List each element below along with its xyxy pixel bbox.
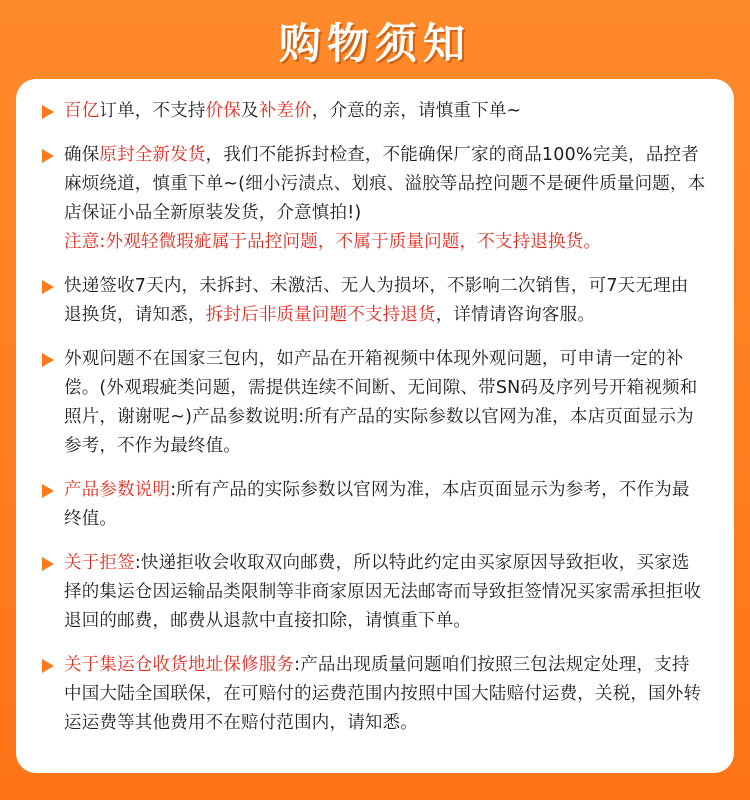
triangle-bullet-icon — [42, 484, 54, 498]
header — [0, 0, 750, 82]
triangle-bullet-icon — [42, 353, 54, 367]
triangle-bullet-icon — [42, 557, 54, 571]
body-text: 及 — [241, 101, 259, 121]
notice-item-refuse-delivery — [42, 549, 706, 636]
body-text: ，介意的亲，请慎重下单~ — [311, 101, 522, 121]
body-text: 外观问题不在国家三包内，如产品在开箱视频中体现外观问题，可申请一定的补偿。(外观瑕疵类问题，需提供连续不间断、无间隙、带SN码及序列号开箱视频和照片，谢谢呢~)产品参数说明:所有产品的实际参数以官网为准，本店页面显示为参考，不作为最终值。 — [64, 349, 698, 456]
highlight-text: 关于 — [64, 553, 100, 573]
body-text: 快递签收7天内，未拆封、未激活、无人为损坏，不影响二次销售，可7天无理由退换货，请知悉， — [64, 276, 689, 325]
body-text: ，详情请咨询客服。 — [435, 305, 596, 325]
highlight-text: 产品参数说明 — [64, 480, 171, 500]
body-text: ，我们不能拆封检查，不能确保厂家的商品100%完美，品控者麻烦绕道，慎重下单~(细小污渍点、划痕、溢胶等品控问题不是硬件质量问题，本店保证小品全新原装发货，介意慎拍!) — [64, 145, 706, 223]
page-title: 购物须知 — [278, 19, 471, 68]
notice-item-consolidation-warranty — [42, 651, 706, 738]
triangle-bullet-icon — [42, 149, 54, 163]
highlight-text: 注意:外观轻微瑕疵属于品控问题，不属于质量问题，不支持退换货。 — [64, 232, 602, 252]
body-text: :产品出现质量问题咱们按照三包法规定处理，支持中国大陆全国联保，在可赔付的运费范围内按照中国大陆赔付运费，关税，国外转运运费等其他费用不在赔付范围内，请知悉。 — [64, 655, 702, 733]
notice-item-billion-order — [42, 97, 706, 126]
notice-card — [16, 79, 734, 773]
highlight-text: 拒签 — [99, 553, 135, 573]
highlight-text: 百亿 — [64, 101, 100, 121]
highlight-text: 拆封后非质量问题不支持退货 — [205, 305, 436, 325]
notice-item-product-params — [42, 476, 706, 534]
highlight-text: 补差价 — [258, 101, 312, 121]
body-text: :所有产品的实际参数以官网为准，本店页面显示为参考，不作为最终值。 — [64, 480, 690, 529]
notice-list — [42, 97, 706, 738]
body-text: :快递拒收会收取双向邮费，所以特此约定由买家原因导致拒收，买家选择的集运仓因运输品类限制等非商家原因无法邮寄而导致拒签情况买家需承担拒收退回的邮费，邮费从退款中直接扣除，请慎重下单。 — [64, 553, 702, 631]
body-text: 确保 — [64, 145, 100, 165]
highlight-text: 价保 — [205, 101, 242, 121]
notice-item-seven-day-return — [42, 272, 706, 330]
notice-item-sealed-new — [42, 141, 706, 257]
highlight-text: 原封全新发货 — [99, 145, 206, 165]
highlight-text: 关于集运仓收货地址保修服务 — [64, 655, 295, 675]
triangle-bullet-icon — [42, 280, 54, 294]
body-text: 订单，不支持 — [99, 101, 206, 121]
triangle-bullet-icon — [42, 105, 54, 119]
notice-item-appearance-issue — [42, 345, 706, 461]
triangle-bullet-icon — [42, 659, 54, 673]
